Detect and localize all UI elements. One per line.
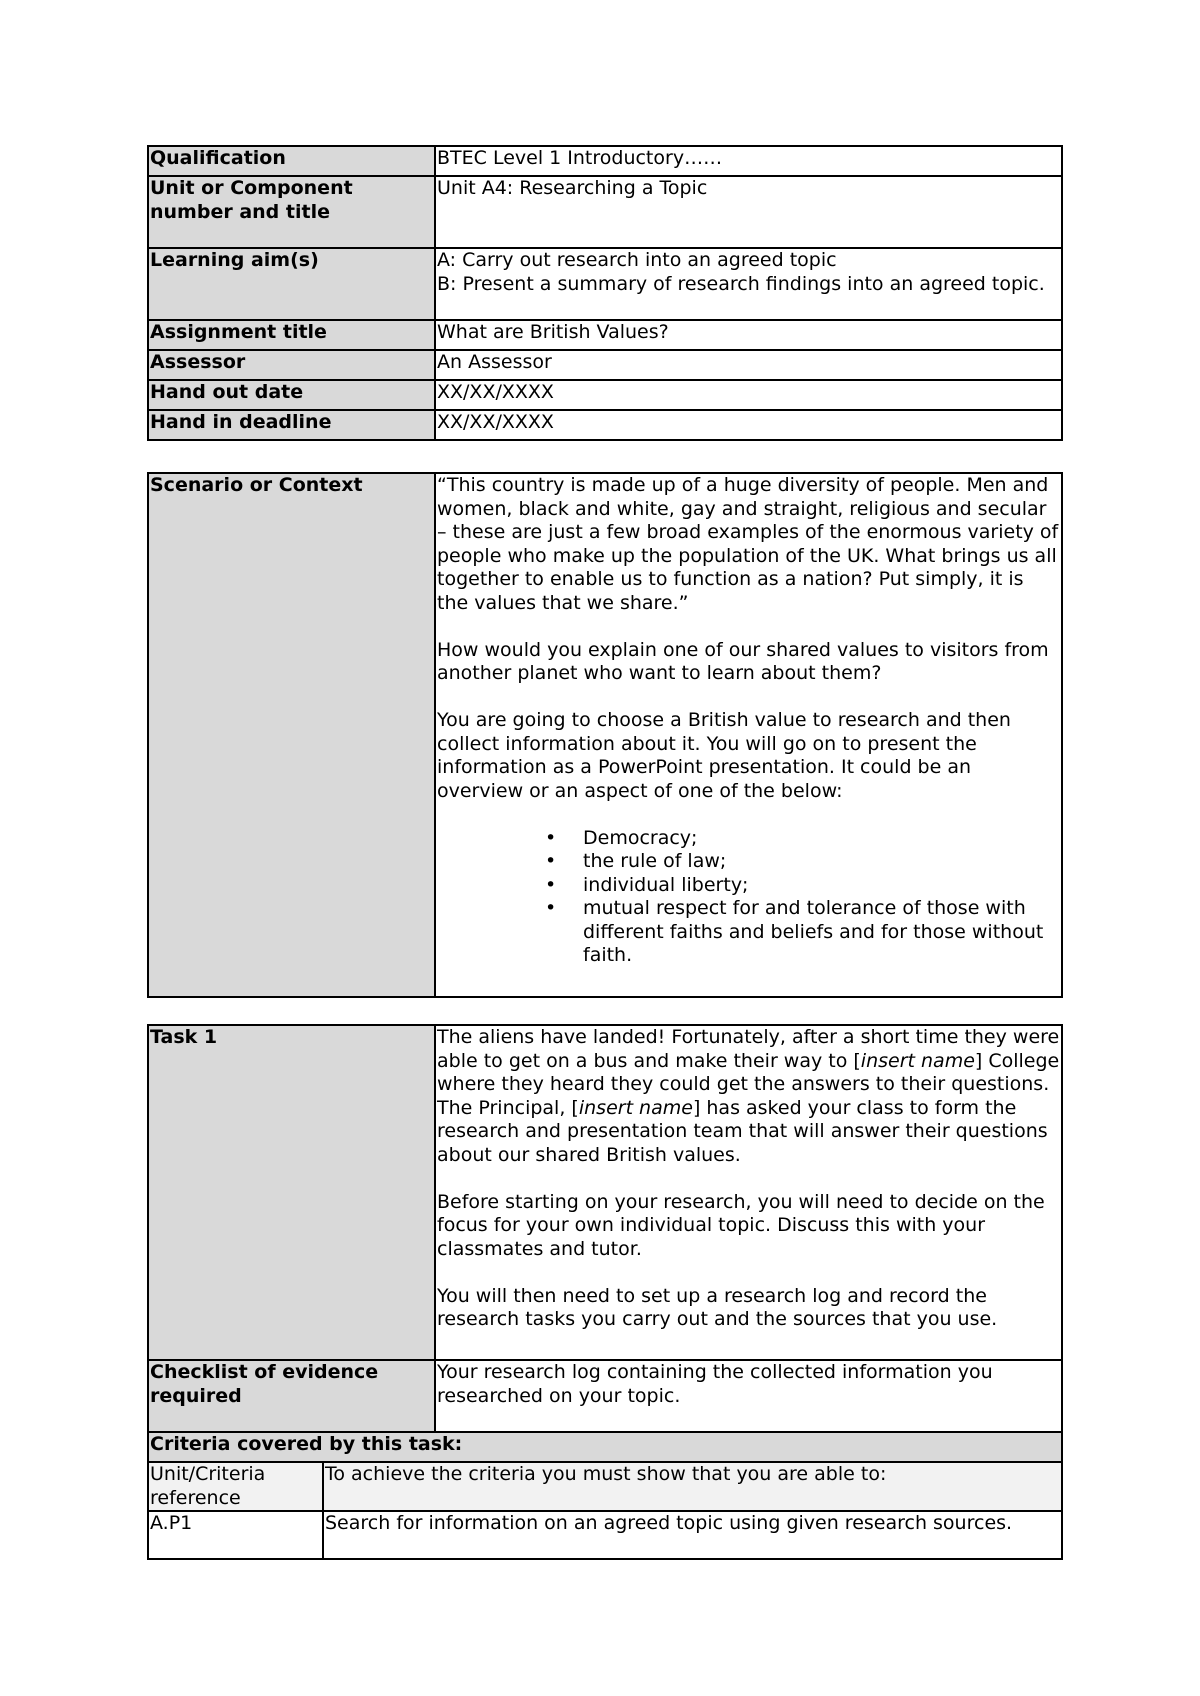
list-item: • mutual respect for and tolerance of those with different faiths and beliefs and for those without faith. <box>545 897 1044 966</box>
learning-aims-label: Learning aim(s) <box>148 248 435 320</box>
task-label: Task 1 <box>148 1025 435 1360</box>
scenario-quote: “This country is made up of a huge diversity of people. Men and women, black and white, gay and straight, religious and secular – these are just a few broad examples of the enormous variety of people who make up the population of the UK. What brings us all together to enable us to function as a nation? Put simply, it is the values that we share.” <box>437 474 1059 614</box>
checklist-label: Checklist of evidence required <box>148 1360 435 1432</box>
criteria-desc-header: To achieve the criteria you must show that you are able to: <box>323 1462 1062 1511</box>
table-row <box>148 320 1062 350</box>
table-row <box>148 146 1062 176</box>
unit-value: Unit A4: Researching a Topic <box>435 176 1062 248</box>
list-item: • the rule of law; <box>545 850 727 872</box>
table-row <box>148 1511 1062 1559</box>
assessor-label: Assessor <box>148 350 435 380</box>
qualification-value: BTEC Level 1 Introductory…… <box>435 146 1062 176</box>
list-item: • individual liberty; <box>545 873 749 896</box>
bullet-icon: • <box>545 897 557 919</box>
bullet-icon: • <box>545 826 557 849</box>
table-row <box>148 1462 1062 1511</box>
learning-aim-a: A: Carry out research into an agreed topic <box>437 249 837 271</box>
task-content <box>435 1025 1062 1360</box>
bullet-icon: • <box>545 873 557 896</box>
scenario-content <box>435 473 1062 997</box>
scenario-instruction: You are going to choose a British value to research and then collect information about it. You will go on to present the information as a PowerPoint presentation. It could be an overview or an aspect of one of the below: <box>437 709 1011 802</box>
table-row <box>148 350 1062 380</box>
assignment-title-value: What are British Values? <box>435 320 1062 350</box>
table-row <box>148 1432 1062 1462</box>
list-item: • Democracy; <box>545 826 698 849</box>
criteria-ref-header: Unit/Criteria reference <box>148 1462 323 1511</box>
task-paragraph-4: You will then need to set up a research log and record the research tasks you carry out and the sources that you use. <box>437 1284 998 1330</box>
criteria-ref: A.P1 <box>148 1511 323 1559</box>
learning-aim-b: B: Present a summary of research findings into an agreed topic. <box>437 272 1045 295</box>
task-paragraph-3: Before starting on your research, you will need to decide on the focus for your own individual topic. Discuss this with your classmates and tutor. <box>437 1190 1045 1260</box>
qualification-label: Qualification <box>148 146 435 176</box>
bullet-icon: • <box>545 850 557 872</box>
table-row <box>148 248 1062 320</box>
hand-out-date-value: XX/XX/XXXX <box>435 380 1062 410</box>
assessor-value: An Assessor <box>435 350 1062 380</box>
checklist-value: Your research log containing the collected information you researched on your topic. <box>435 1360 1062 1432</box>
criteria-text: Search for information on an agreed topic using given research sources. <box>323 1511 1062 1559</box>
unit-label: Unit or Component number and title <box>148 176 435 248</box>
scenario-table <box>147 472 1063 998</box>
table-row <box>148 473 1062 997</box>
table-row <box>148 1360 1062 1432</box>
table-row <box>148 410 1062 440</box>
assignment-info-table <box>147 145 1063 441</box>
learning-aims-value <box>435 248 1062 320</box>
hand-out-date-label: Hand out date <box>148 380 435 410</box>
hand-in-deadline-value: XX/XX/XXXX <box>435 410 1062 440</box>
scenario-label: Scenario or Context <box>148 473 435 997</box>
table-row <box>148 176 1062 248</box>
assignment-title-label: Assignment title <box>148 320 435 350</box>
task-paragraph-2: The Principal, [insert name] has asked your class to form the research and presentation team that will answer their questions about our shared British values. <box>437 1096 1048 1166</box>
task-table <box>147 1024 1063 1560</box>
hand-in-deadline-label: Hand in deadline <box>148 410 435 440</box>
table-row <box>148 380 1062 410</box>
task-paragraph-1: The aliens have landed! Fortunately, after a short time they were able to get on a bus and make their way to [insert name] College where they heard they could get the answers to their questions. <box>437 1026 1060 1095</box>
criteria-title: Criteria covered by this task: <box>148 1432 1062 1462</box>
scenario-question: How would you explain one of our shared values to visitors from another planet who want to learn about them? <box>437 638 1049 684</box>
table-row <box>148 1025 1062 1360</box>
values-list <box>437 827 1060 968</box>
